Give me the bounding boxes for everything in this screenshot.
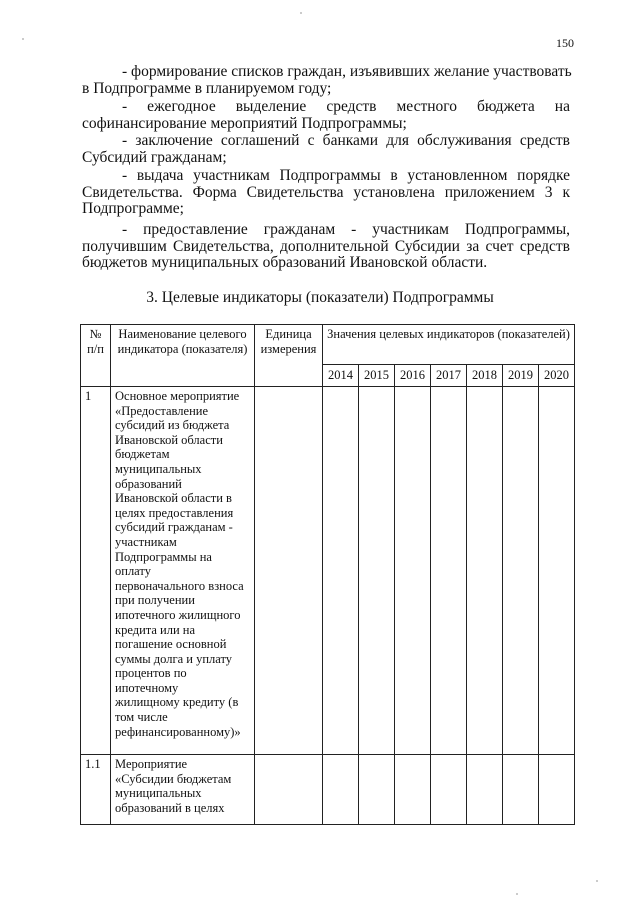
row-name-line: субсидий из бюджета: [115, 418, 230, 433]
row-name-line: «Субсидии бюджетам: [115, 771, 232, 786]
paragraph-1: [82, 64, 570, 97]
row-value-cell: [359, 387, 395, 755]
paragraph-4: [82, 168, 570, 218]
table-header-row: [81, 325, 575, 365]
paragraph-line: Субсидий гражданам;: [82, 148, 227, 166]
paragraph-line: - предоставление гражданам - участникам Подпрограммы,: [122, 221, 570, 238]
year-header: 2019: [503, 365, 539, 387]
row-value-cell: [431, 387, 467, 755]
year-header: 2014: [323, 365, 359, 387]
row-num: 1.1: [81, 755, 111, 825]
header-num: № п/п: [81, 325, 111, 387]
row-name-line: том числе: [115, 710, 168, 725]
row-name-line: целях предоставления: [115, 505, 234, 520]
year-header: 2016: [395, 365, 431, 387]
year-header: 2015: [359, 365, 395, 387]
row-name: [111, 387, 255, 755]
row-name-line: оплату: [115, 564, 151, 579]
row-unit: [255, 387, 323, 755]
row-value-cell: [359, 755, 395, 825]
row-name-line: процентов по: [115, 666, 187, 681]
row-name-line: образований в целях: [115, 800, 225, 815]
page-number: 150: [556, 36, 574, 50]
paragraph-line: бюджетов муниципальных образований Ивановской области.: [82, 254, 488, 271]
row-name-line: образований: [115, 476, 182, 491]
year-header: 2018: [467, 365, 503, 387]
row-name-line: жилищному кредиту (в: [115, 695, 239, 710]
scan-speck: [300, 12, 302, 14]
row-name-line: Ивановской области в: [115, 491, 232, 506]
table-row: [81, 755, 575, 825]
row-name-line: Ивановской области: [115, 432, 223, 447]
row-value-cell: [323, 755, 359, 825]
paragraph-line: в Подпрограмме в планируемом году;: [82, 79, 332, 97]
indicators-table: [80, 324, 575, 825]
header-values: Значения целевых индикаторов (показателей): [323, 325, 575, 365]
paragraph-line: софинансирование мероприятий Подпрограммы;: [82, 114, 407, 132]
section-title: 3. Целевые индикаторы (показатели) Подпрограммы: [146, 289, 494, 306]
row-unit: [255, 755, 323, 825]
row-name-line: Подпрограммы на: [115, 549, 212, 564]
row-value-cell: [503, 387, 539, 755]
row-name-line: кредита или на: [115, 622, 196, 637]
row-name-line: суммы долга и уплату: [115, 651, 233, 666]
row-value-cell: [431, 755, 467, 825]
header-name: Наименование целевого индикатора (показателя): [111, 325, 255, 387]
paragraph-line: - выдача участникам Подпрограммы в установленном порядке: [122, 167, 570, 184]
row-name-line: первоначального взноса: [115, 578, 244, 593]
row-value-cell: [539, 387, 575, 755]
row-value-cell: [539, 755, 575, 825]
paragraph-3: [82, 133, 570, 166]
header-unit: Единица измерения: [255, 325, 323, 387]
row-name-line: бюджетам: [115, 447, 170, 462]
scan-speck: [596, 880, 598, 882]
row-value-cell: [395, 387, 431, 755]
paragraph-5: [82, 222, 570, 272]
paragraph-line: - формирование списков граждан, изъявивших желание участвовать: [122, 63, 572, 80]
row-value-cell: [467, 387, 503, 755]
row-name-line: ипотечному: [115, 680, 179, 695]
row-num: 1: [81, 387, 111, 755]
row-name-line: Основное мероприятие: [115, 389, 240, 403]
row-name-line: погашение основной: [115, 637, 227, 652]
row-name-line: участникам: [115, 534, 177, 549]
row-name-line: рефинансированному)»: [115, 724, 241, 739]
row-name-line: Мероприятие: [115, 757, 188, 771]
row-name-line: «Предоставление: [115, 403, 208, 418]
row-name-line: муниципальных: [115, 786, 202, 801]
paragraph-line: получившим Свидетельства, дополнительной Субсидии за счет средств: [82, 237, 570, 255]
paragraph-line: - ежегодное выделение средств местного бюджета на: [122, 98, 570, 115]
row-name-line: при получении: [115, 593, 195, 608]
row-name-line: муниципальных: [115, 461, 202, 476]
row-name-line: субсидий гражданам -: [115, 520, 233, 535]
row-name-line: ипотечного жилищного: [115, 607, 241, 622]
scan-speck: [516, 893, 518, 895]
paragraph-2: [82, 99, 570, 132]
paragraph-line: Подпрограмме;: [82, 200, 184, 217]
year-header: 2017: [431, 365, 467, 387]
row-name: [111, 755, 255, 825]
row-value-cell: [323, 387, 359, 755]
row-value-cell: [467, 755, 503, 825]
paragraph-line: Свидетельства. Форма Свидетельства установлена приложением 3 к: [82, 183, 570, 201]
row-value-cell: [503, 755, 539, 825]
table-row: [81, 387, 575, 755]
scan-speck: [22, 38, 24, 40]
row-value-cell: [395, 755, 431, 825]
year-header: 2020: [539, 365, 575, 387]
paragraph-line: - заключение соглашений с банками для обслуживания средств: [122, 132, 570, 149]
